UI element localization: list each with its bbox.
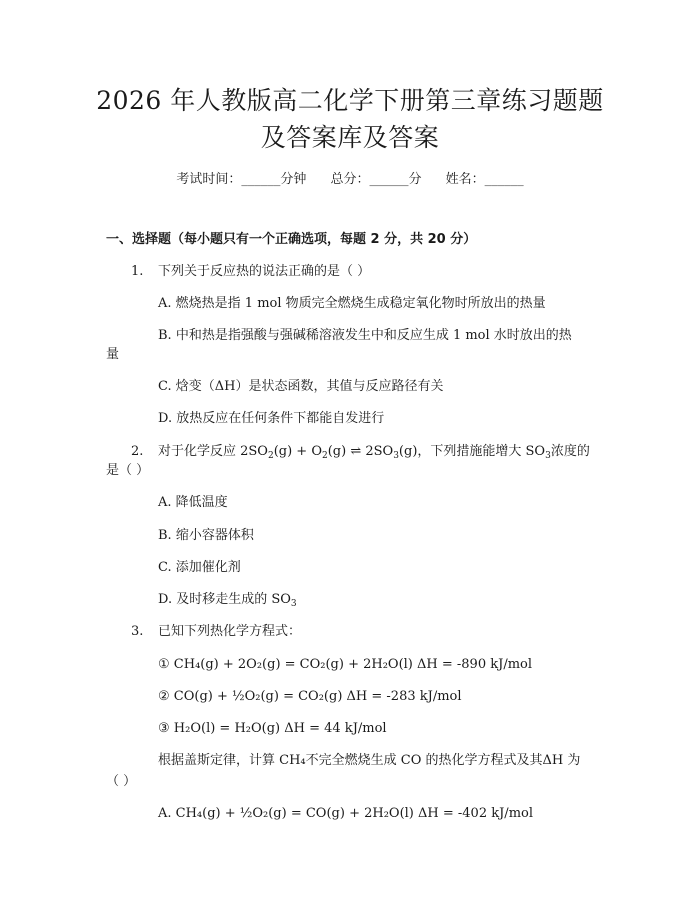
equation-3: ③ H₂O(l) = H₂O(g) ΔH = 44 kJ/mol [158,721,387,736]
option-a: A. CH₄(g) + ½O₂(g) = CO(g) + 2H₂O(l) ΔH = -402 kJ/mol [158,806,534,821]
option-c: C. 添加催化剂 [158,560,241,575]
question-number: 2. [131,444,144,459]
option-b: B. 缩小容器体积 [158,528,254,543]
question-text: 已知下列热化学方程式： [158,624,302,639]
option-c: C. 焓变（ΔH）是状态函数，其值与反应路径有关 [158,379,444,394]
question-number: 3. [131,624,144,639]
equation-1: ① CH₄(g) + 2O₂(g) = CO₂(g) + 2H₂O(l) ΔH = -890 kJ/mol [158,657,533,672]
exam-time-field: 考试时间：______分钟 [176,172,307,187]
exam-info [0,168,700,187]
page-title-line-1: 2026 年人教版高二化学下册第三章练习题题 [96,86,604,115]
question-prompt: 根据盖斯定律，计算 CH₄不完全燃烧生成 CO 的热化学方程式及其ΔH 为 [158,753,581,768]
option-a: A. 降低温度 [158,495,228,510]
option-d: D. 放热反应在任何条件下都能自发进行 [158,411,385,426]
question-prompt-continued: （ ） [106,774,137,789]
page-title-line-2: 及答案库及答案 [260,123,440,152]
option-b: B. 中和热是指强酸与强碱稀溶液发生中和反应生成 1 mol 水时放出的热 [158,328,572,343]
section-heading: 一、选择题（每小题只有一个正确选项，每题 2 分，共 20 分） [106,232,477,247]
option-d: D. 及时移走生成的 $SO_3$ [158,592,297,609]
total-score-field: 总分：______分 [330,172,422,187]
question-text: 对于化学反应 $2SO_2(g) + O_2(g)$ ⇌ $2SO_3(g)$，下列措施能增大 $SO_3$浓度的 [158,444,590,461]
option-a: A. 燃烧热是指 1 mol 物质完全燃烧生成稳定氧化物时所放出的热量 [158,296,546,311]
student-name-field: 姓名：______ [445,172,524,187]
option-b-continued: 量 [106,347,120,362]
equation-2: ② CO(g) + ½O₂(g) = CO₂(g) ΔH = -283 kJ/mol [158,689,462,704]
question-text: 下列关于反应热的说法正确的是（ ） [158,264,371,279]
question-text-continued: 是（ ） [106,463,150,478]
question-number: 1. [131,264,144,279]
